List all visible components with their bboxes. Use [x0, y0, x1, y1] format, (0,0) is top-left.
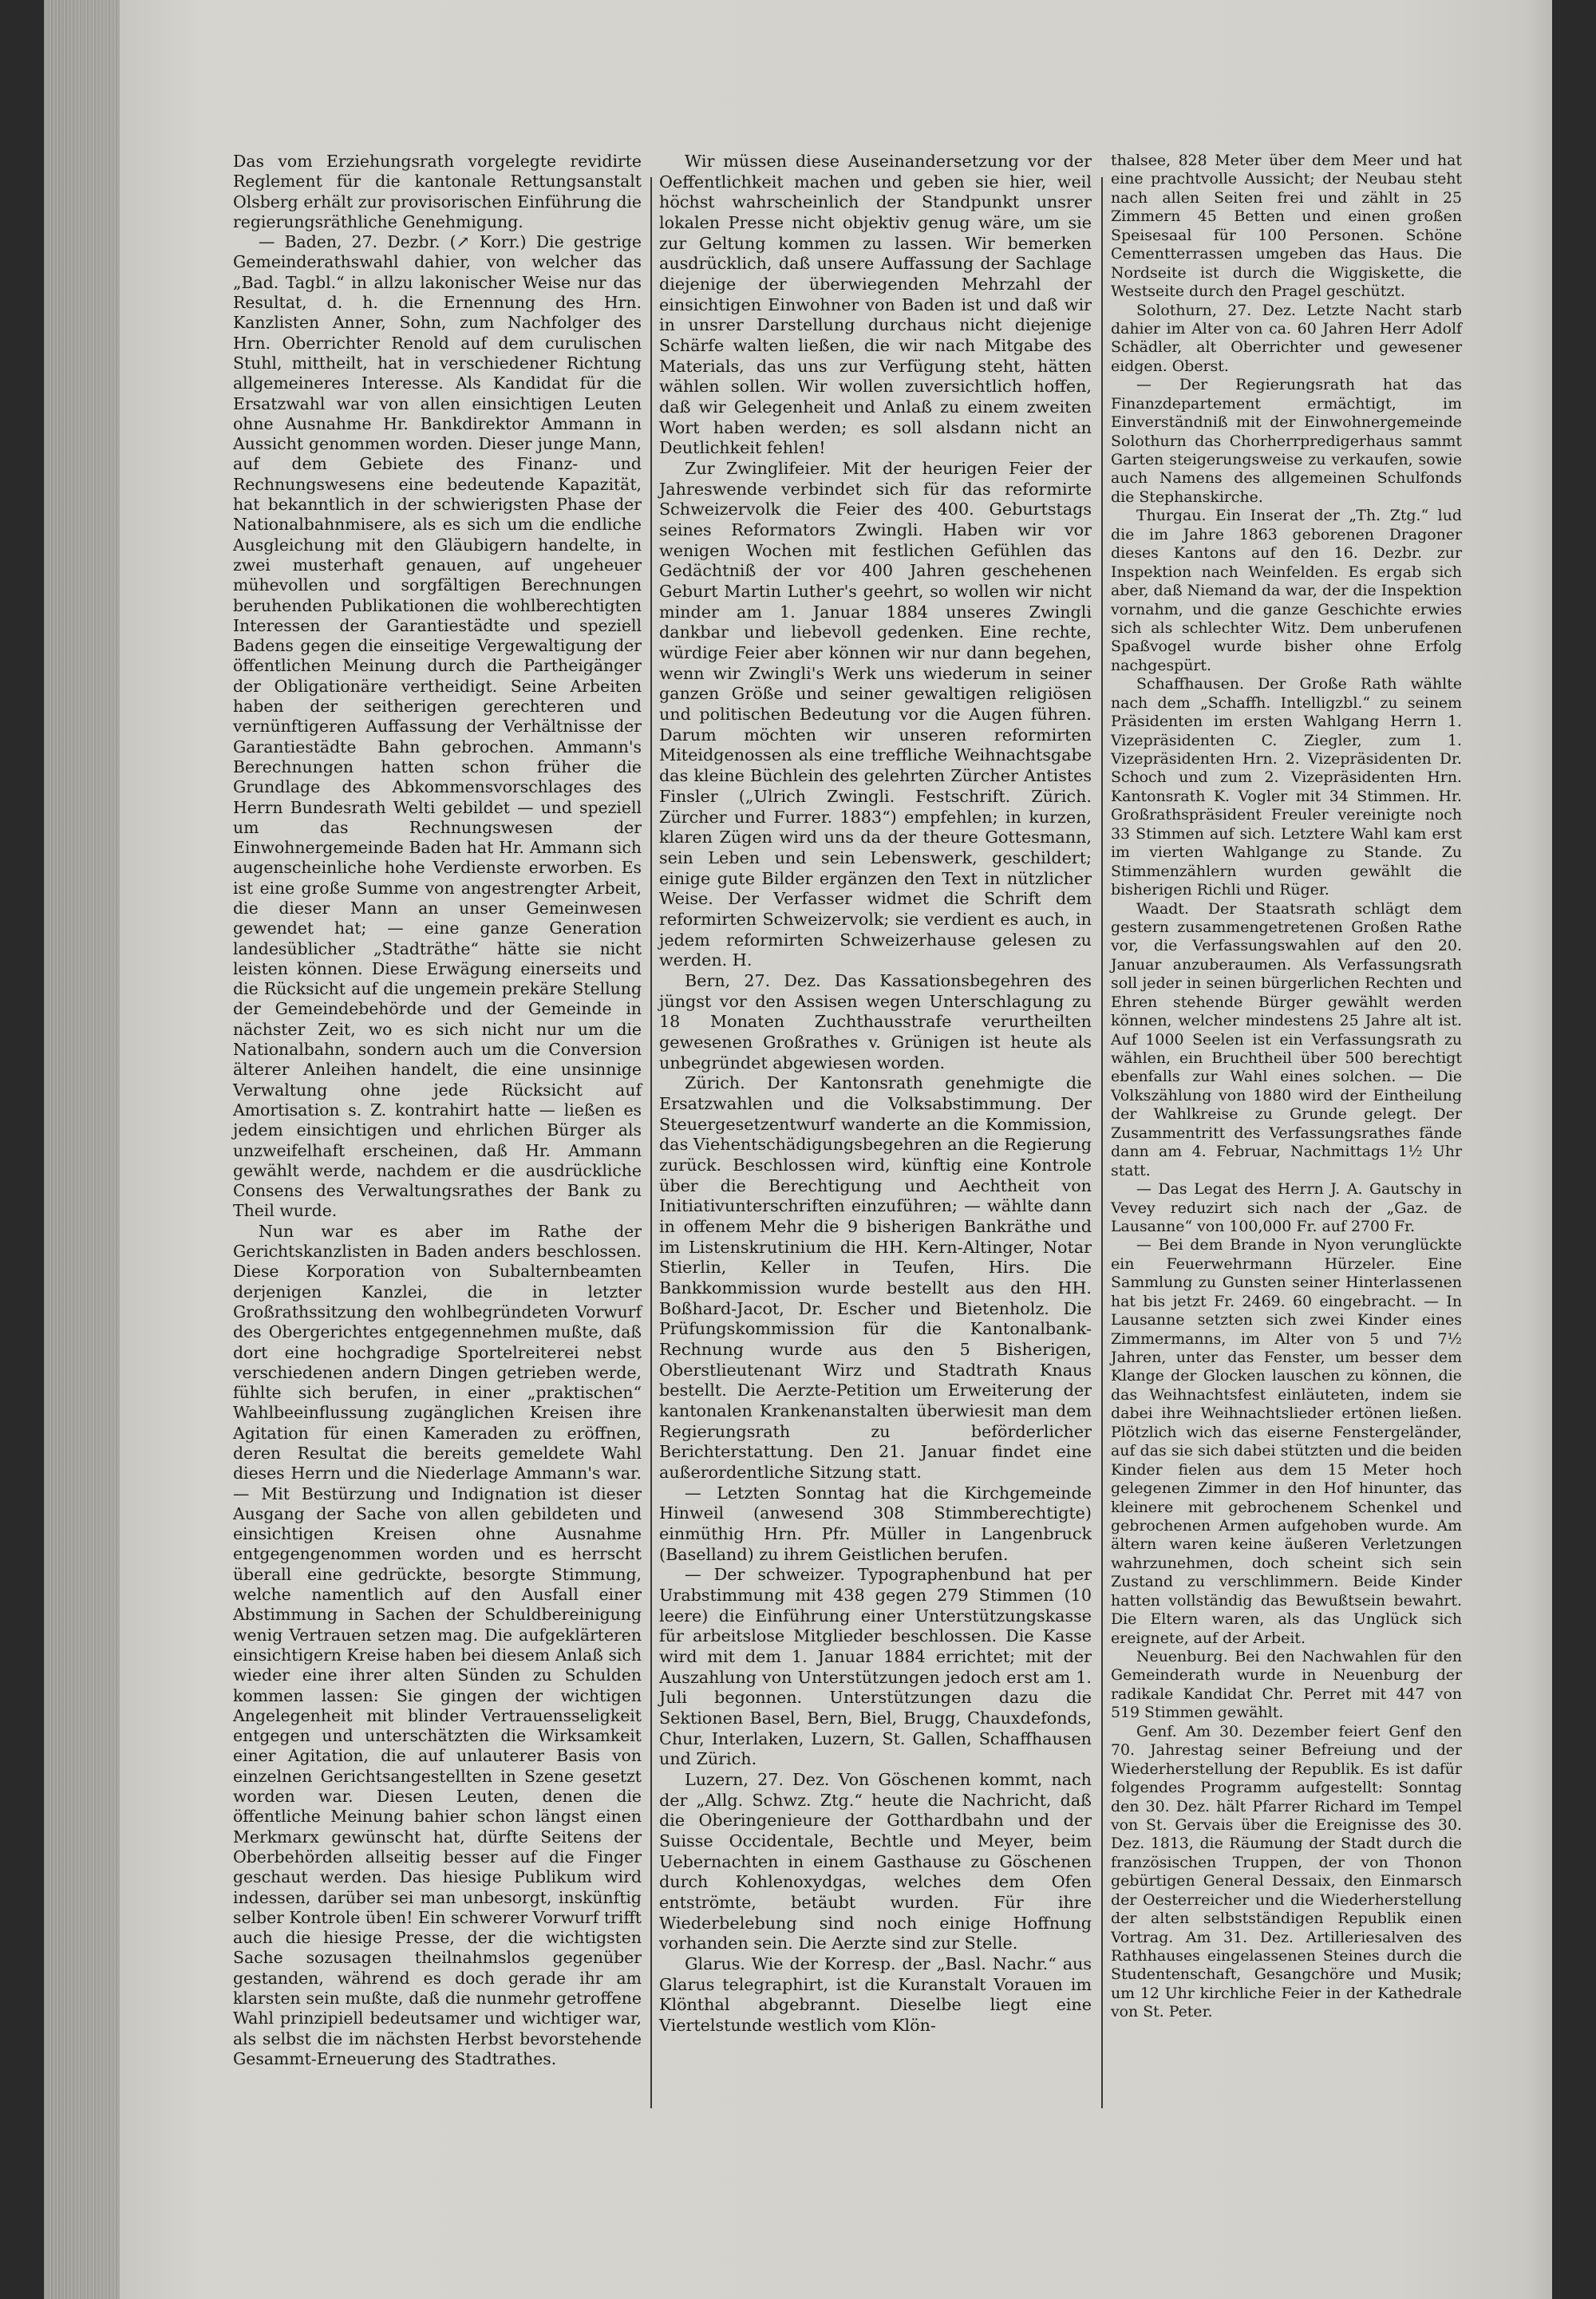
column-right	[1111, 152, 1462, 2022]
article-paragraph: Waadt. Der Staatsrath schlägt dem gestern zusammengetretenen Großen Rathe vor, die Verfassungswahlen auf den 20. Januar anzuberaumen. Als Verfassungsrath soll jeder in seinen bürgerlichen Rechten und Ehren stehende Bürger gewählt werden können, welcher mindestens 25 Jahre alt ist. Auf 1000 Seelen ist ein Verfassungsrath zu wählen, ein Bruchtheil über 500 berechtigt ebenfalls zur Wahl eines solchen. — Die Volkszählung von 1880 wird der Eintheilung der Wahlkreise zu Grunde gelegt. Der Zusammentritt des Verfassungsrathes fände dann am 4. Februar, Nachmittags 1½ Uhr statt.	[1111, 899, 1462, 1179]
column-rule	[650, 177, 652, 2108]
article-paragraph: — Der schweizer. Typographenbund hat per Urabstimmung mit 438 gegen 279 Stimmen (10 leere) die Einführung einer Unterstützungskasse für arbeitslose Mitglieder beschlossen. Die Kasse wird mit dem 1. Januar 1884 errichtet; mit der Auszahlung von Unterstützungen jedoch erst am 1. Juli begonnen. Unterstützungen dazu die Sektionen Basel, Bern, Biel, Brugg, Chauxdefonds, Chur, Interlaken, Luzern, St. Gallen, Schaffhausen und Zürich.	[659, 1565, 1092, 1769]
column-left	[233, 152, 642, 2069]
article-paragraph: Wir müssen diese Auseinandersetzung vor der Oeffentlichkeit machen und geben sie hier, weil höchst wahrscheinlich der Standpunkt unsrer lokalen Presse nicht objektiv genug wäre, um sie zur Geltung kommen zu lassen. Wir bemerken ausdrücklich, daß unsere Auffassung der Sachlage diejenige der überwiegenden Mehrzahl der einsichtigen Einwohner von Baden ist und daß wir in unsrer Darstellung durchaus nicht diejenige Schärfe walten ließen, die wir nach Mitgabe des Materials, das uns zur Verfügung steht, hätten wählen sollen. Wir wollen zuversichtlich hoffen, daß wir Gelegenheit und Anlaß zu einem zweiten Wort haben werden; es soll alsdann nicht an Deutlichkeit fehlen!	[659, 152, 1092, 458]
article-paragraph: Neuenburg. Bei den Nachwahlen für den Gemeinderath wurde in Neuenburg der radikale Kandidat Chr. Perret mit 447 von 519 Stimmen gewählt.	[1111, 1648, 1462, 1722]
article-paragraph: thalsee, 828 Meter über dem Meer und hat eine prachtvolle Aussicht; der Neubau steht nach allen Seiten frei und zählt in 25 Zimmern 45 Betten und einen großen Speisesaal für 100 Personen. Schöne Cementterrassen umgeben das Haus. Die Nordseite ist durch die Wiggiskette, die Westseite durch den Pragel geschützt.	[1111, 152, 1462, 301]
article-paragraph: — Baden, 27. Dezbr. (↗ Korr.) Die gestrige Gemeinderathswahl dahier, von welcher das „Bad. Tagbl.“ in allzu lakonischer Weise nur das Resultat, d. h. die Ernennung des Hrn. Kanzlisten Anner, Sohn, zum Nachfolger des Hrn. Oberrichter Renold auf dem curulischen Stuhl, mittheilt, hat in verschiedener Richtung allgemeineres Interesse. Als Kandidat für die Ersatzwahl war von allen einsichtigen Leuten ohne Ausnahme Hr. Bankdirektor Ammann in Aussicht genommen worden. Dieser junge Mann, auf dem Gebiete des Finanz- und Rechnungswesens eine bedeutende Kapazität, hat bekanntlich in der schwierigsten Phase der Nationalbahnmisere, als es sich um die endliche Ausgleichung mit den Gläubigern handelte, in zwei musterhaft genauen, auf ungeheuer mühevollen und sorgfältigen Berechnungen beruhenden Publikationen die wohlberechtigten Interessen der Garantiestädte und speziell Badens gegen die einseitige Vergewaltigung der öffentlichen Meinung durch die Partheigänger der Obligationäre vertheidigt. Seine Arbeiten haben der seitherigen gerechteren und vernünftigeren Auffassung der Verhältnisse der Garantiestädte Bahn gebrochen. Ammann's Berechnungen hatten schon früher die Grundlage des Abkommensvorschlages des Herrn Bundesrath Welti gebildet — und speziell um das Rechnungswesen der Einwohnergemeinde Baden hat Hr. Ammann sich augenscheinliche hohe Verdienste erworben. Es ist eine große Summe von angestrengter Arbeit, die dieser Mann an unser Gemeinwesen gewendet hat; — eine ganze Generation landesüblicher „Stadträthe“ hätte sie nicht leisten können. Diese Erwägung einerseits und die Rücksicht auf die ungemein prekäre Stellung der Gemeindebehörde und der Gemeinde in nächster Zeit, wo es sich nicht nur um die Nationalbahn, sondern auch um die Conversion älterer Anleihen handelt, die eine unsinnige Verwaltung ohne jede Rücksicht auf Amortisation s. Z. kontrahirt hatte — ließen es jedem einsichtigen und ehrlichen Bürger als unzweifelhaft erscheinen, daß Hr. Ammann gewählt werde, nachdem er die ausdrückliche Consens des Verwaltungsrathes der Bank zu Theil wurde.	[233, 232, 642, 1221]
article-paragraph: — Letzten Sonntag hat die Kirchgemeinde Hinweil (anwesend 308 Stimmberechtigte) einmüthig Hrn. Pfr. Müller in Langenbruck (Baselland) zu ihrem Geistlichen berufen.	[659, 1483, 1092, 1564]
column-rule	[1101, 177, 1103, 2108]
article-paragraph: Thurgau. Ein Inserat der „Th. Ztg.“ lud die im Jahre 1863 geborenen Dragoner dieses Kantons auf den 16. Dezbr. zur Inspektion nach Weinfelden. Es ergab sich aber, daß Niemand da war, der die Inspektion vornahm, und die ganze Geschichte erwies sich als schlechter Witz. Dem unberufenen Spaßvogel wurde bisher ohne Erfolg nachgespürt.	[1111, 507, 1462, 674]
article-paragraph: — Bei dem Brande in Nyon verunglückte ein Feuerwehrmann Hürzeler. Eine Sammlung zu Gunsten seiner Hinterlassenen hat bis jetzt Fr. 2469. 60 eingebracht. — In Lausanne setzten sich zwei Kinder eines Zimmermanns, im Alter von 5 und 7½ Jahren, unter das Fenster, um besser dem Klange der Glocken lauschen zu können, die das Weihnachtsfest einläuteten, indem sie dabei ihre Weihnachtslieder ertönen ließen. Plötzlich wich das eiserne Fenstergeländer, auf das sie sich dabei stützten und die beiden Kinder fielen aus dem 15 Meter hoch gelegenen Zimmer in den Hof hinunter, das kleinere mit gebrochenem Schenkel und gebrochenen Armen aufgehoben wurde. Am ältern waren keine äußeren Verletzungen wahrzunehmen, doch scheint sich sein Zustand zu verschlimmern. Beide Kinder hatten vollständig das Bewußtsein bewahrt. Die Eltern waren, als das Unglück sich ereignete, auf der Arbeit.	[1111, 1236, 1462, 1647]
binding-edge	[44, 0, 120, 2299]
article-paragraph: — Der Regierungsrath hat das Finanzdepartement ermächtigt, im Einverständniß mit der Einwohnergemeinde Solothurn das Chorherrpredigerhaus sammt Garten steigerungsweise zu verkaufen, sowie auch Namens des allgemeinen Schulfonds die Stephanskirche.	[1111, 376, 1462, 506]
article-paragraph: — Das Legat des Herrn J. A. Gautschy in Vevey reduzirt sich nach der „Gaz. de Lausanne“ von 100,000 Fr. auf 2700 Fr.	[1111, 1180, 1462, 1235]
article-paragraph: Solothurn, 27. Dez. Letzte Nacht starb dahier im Alter von ca. 60 Jahren Herr Adolf Schädler, alt Oberrichter und gewesener eidgen. Oberst.	[1111, 301, 1462, 375]
column-middle	[659, 152, 1092, 2036]
article-paragraph: Luzern, 27. Dez. Von Göschenen kommt, nach der „Allg. Schwz. Ztg.“ heute die Nachricht, daß die Oberingenieure der Gotthardbahn und der Suisse Occidentale, Bechtle und Meyer, beim Uebernachten in einem Gasthause zu Göschenen durch Kohlenoxydgas, welches dem Ofen entströmte, betäubt wurden. Für ihre Wiederbelebung sind noch einige Hoffnung vorhanden sein. Die Aerzte sind zur Stelle.	[659, 1770, 1092, 1953]
article-paragraph: Bern, 27. Dez. Das Kassationsbegehren des jüngst vor den Assisen wegen Unterschlagung zu 18 Monaten Zuchthausstrafe verurtheilten gewesenen Großrathes v. Grünigen ist heute als unbegründet abgewiesen worden.	[659, 970, 1092, 1072]
article-paragraph: Zürich. Der Kantonsrath genehmigte die Ersatzwahlen und die Volksabstimmung. Der Steuergesetzentwurf wanderte an die Kommission, das Viehentschädigungsbegehren an die Regierung zurück. Beschlossen wird, künftig eine Kontrole über die Berechtigung und Aechtheit von Initiativunterschriften einzuführen; — wählte dann in offenem Mehr die 9 bisherigen Bankräthe und im Listenskrutinium die HH. Kern-Altinger, Notar Stierlin, Keller in Teufen, Hirs. Die Bankkommission wurde bestellt aus den HH. Boßhard-Jacot, Dr. Escher und Bietenholz. Die Prüfungskommission für die Kantonalbank-Rechnung wurde aus den 5 Bisherigen, Oberstlieutenant Wirz und Stadtrath Knaus bestellt. Die Aerzte-Petition um Erweiterung der kantonalen Krankenanstalten überwiesit man dem Regierungsrath zu beförderlicher Berichterstattung. Den 21. Januar findet eine außerordentliche Sitzung statt.	[659, 1073, 1092, 1482]
article-paragraph: Nun war es aber im Rathe der Gerichtskanzlisten in Baden anders beschlossen. Diese Korporation von Subalternbeamten derjenigen Kanzlei, die in letzter Großrathssitzung den wohlbegründeten Vorwurf des Obergerichtes entgegennehmen mußte, daß dort eine hochgradige Sportelreiterei nebst verschiedenen andern Dingen getrieben werde, fühlte sich berufen, in einer „praktischen“ Wahlbeeinflussung zugänglichen Kreisen ihre Agitation für einen Kameraden zu eröffnen, deren Resultat die bereits gemeldete Wahl dieses Herrn und die Niederlage Ammann's war. — Mit Bestürzung und Indignation ist dieser Ausgang der Sache von allen gebildeten und einsichtigen Kreisen ohne Ausnahme entgegengenommen worden und es herrscht überall eine gedrückte, besorgte Stimmung, welche namentlich auf den Ausfall einer Abstimmung in Sachen der Schuldbereinigung wenig Vertrauen setzen mag. Die aufgeklärteren einsichtigern Kreise haben bei diesem Anlaß sich wieder eine ihrer alten Sünden zu Schulden kommen lassen: Sie gingen der wichtigen Angelegenheit mit blinder Vertrauensseligkeit entgegen und unterschätzten die Wirksamkeit einer Agitation, die auf unlauterer Basis von einzelnen Gerichtsangestellten in Szene gesetzt worden war. Diesen Leuten, denen die öffentliche Meinung bahier schon längst einen Merkmarx gewünscht hat, dürfte Seitens der Oberbehörden allseitig besser auf die Finger geschaut werden. Das hiesige Publikum wird indessen, darüber sei man unbesorgt, inskünftig selber Kontrole üben! Ein schwerer Vorwurf trifft auch die hiesige Presse, der die wichtigsten Sache sozusagen theilnahmslos gegenüber gestanden, während es doch gerade ihr am klarsten sein mußte, daß die nunmehr getroffene Wahl prinzipiell bedeutsamer und wichtiger war, als selbst die im nächsten Herbst bevorstehende Gesammt-Erneuerung des Stadtrathes.	[233, 1221, 642, 2068]
article-paragraph: Zur Zwinglifeier. Mit der heurigen Feier der Jahreswende verbindet sich für das reformirte Schweizervolk die Feier des 400. Geburtstags seines Reformators Zwingli. Haben wir vor wenigen Wochen mit festlichen Gefühlen das Gedächtniß der vor 400 Jahren geschehenen Geburt Martin Luther's geehrt, so wollen wir nicht minder am 1. Januar 1884 unseres Zwingli dankbar und liebevoll gedenken. Eine rechte, würdige Feier aber können wir nur dann begehen, wenn wir Zwingli's Werk uns wiederum in seiner ganzen Größe und seiner gewaltigen religiösen und politischen Bedeutung vor die Augen führen. Darum möchten wir unseren reformirten Miteidgenossen als eine treffliche Weihnachtsgabe das kleine Büchlein des gelehrten Zürcher Antistes Finsler („Ulrich Zwingli. Festschrift. Zürich. Zürcher und Furrer. 1883“) empfehlen; in kurzen, klaren Zügen wird uns da der theure Gottesmann, sein Leben und sein Lebenswerk, geschildert; einige gute Bilder ergänzen den Text in nützlicher Weise. Der Verfasser widmet die Schrift dem reformirten Schweizervolk; sie verdient es auch, in jedem reformirten Schweizerhause gelesen zu werden. H.	[659, 459, 1092, 970]
article-paragraph: Schaffhausen. Der Große Rath wählte nach dem „Schaffh. Intelligzbl.“ zu seinem Präsidenten im ersten Wahlgang Herrn 1. Vizepräsidenten C. Ziegler, zum 1. Vizepräsidenten Hrn. 2. Vizepräsidenten Dr. Schoch und zum 2. Vizepräsidenten Hrn. Kantonsrath K. Vogler mit 34 Stimmen. Hr. Großrathspräsident Freuler vereinigte noch 33 Stimmen auf sich. Letztere Wahl kam erst im vierten Wahlgange zu Stande. Zu Stimmenzählern wurden gewählt die bisherigen Richli und Rüger.	[1111, 675, 1462, 899]
article-paragraph: Glarus. Wie der Korresp. der „Basl. Nachr.“ aus Glarus telegraphirt, ist die Kuranstalt Vorauen im Klönthal abgebrannt. Dieselbe liegt eine Viertelstunde westlich vom Klön-	[659, 1954, 1092, 2036]
article-paragraph: Genf. Am 30. Dezember feiert Genf den 70. Jahrestag seiner Befreiung und der Wiederherstellung der Republik. Es ist dafür folgendes Programm aufgestellt: Sonntag den 30. Dez. hält Pfarrer Richard im Tempel von St. Gervais über die Ereignisse des 30. Dez. 1813, die Räumung der Stadt durch die französischen Truppen, der von Thonon gebürtigen General Dessaix, den Einmarsch der Oesterreicher und die Wiederherstellung der alten selbstständigen Republik einen Vortrag. Am 31. Dez. Artilleriesalven des Rathhauses eingelassenen Steines durch die Studentenschaft, Gesangchöre und Musik; um 12 Uhr kirchliche Feier in der Kathedrale von St. Peter.	[1111, 1722, 1462, 2021]
article-paragraph: Das vom Erziehungsrath vorgelegte revidirte Reglement für die kantonale Rettungsanstalt Olsberg erhält zur provisorischen Einführung die regierungsräthliche Genehmigung.	[233, 152, 642, 231]
